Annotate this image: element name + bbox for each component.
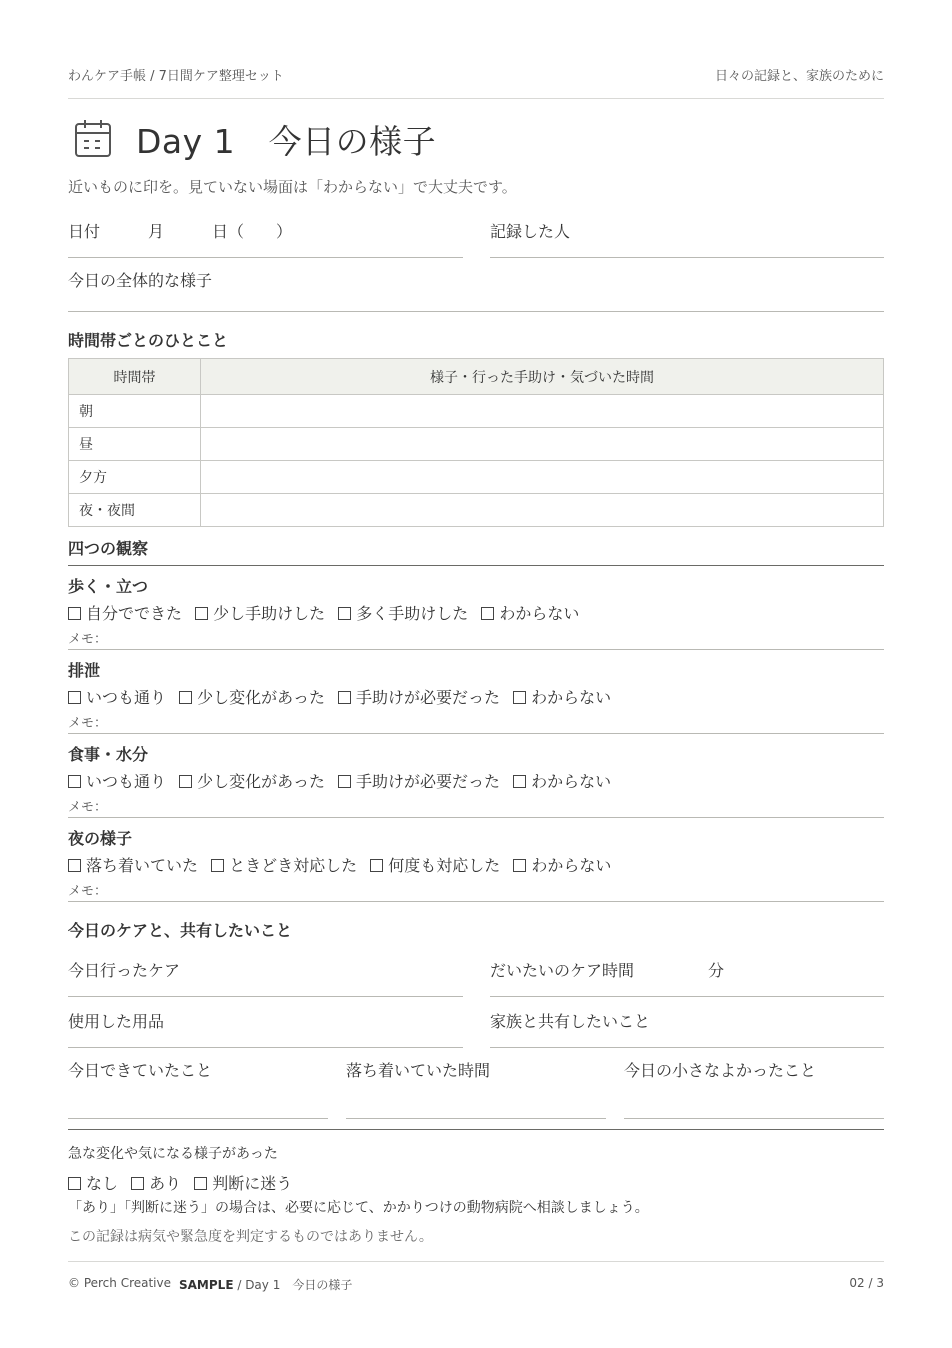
option-checkbox[interactable]: あり: [131, 1174, 181, 1193]
header-right: 日々の記録と、家族のために: [714, 69, 884, 84]
date-field-line[interactable]: [68, 257, 463, 258]
option-checkbox[interactable]: わからない: [481, 604, 579, 623]
calendar-icon: [74, 118, 112, 158]
footer-page-label: [179, 1276, 352, 1293]
table-row: [69, 494, 884, 527]
page-title: Day 1 今日の様子: [136, 122, 437, 161]
observations-divider: [68, 565, 884, 566]
observation-title: 夜の様子: [68, 829, 133, 848]
table-row: [69, 395, 884, 428]
care-time-unit: 分: [708, 961, 725, 980]
time-table-header-period: 時間帯: [69, 359, 201, 395]
time-row-label: 朝: [69, 395, 201, 428]
option-checkbox[interactable]: 多く手助けした: [338, 604, 468, 623]
option-checkbox[interactable]: 少し変化があった: [179, 772, 325, 791]
option-checkbox[interactable]: 少し手助けした: [195, 604, 325, 623]
option-checkbox[interactable]: 判断に迷う: [194, 1174, 292, 1193]
could-do-label: 今日できていたこと: [68, 1061, 213, 1080]
sample-label: SAMPLE: [179, 1278, 234, 1292]
care-done-line[interactable]: [68, 996, 463, 997]
option-checkbox[interactable]: いつも通り: [68, 772, 166, 791]
option-checkbox[interactable]: 何度も対応した: [370, 856, 500, 875]
memo-line[interactable]: [68, 649, 884, 650]
memo-label: メモ：: [68, 800, 108, 815]
observation-options: [68, 769, 611, 792]
footer-page-title: / Day 1 今日の様子: [233, 1278, 353, 1292]
option-checkbox[interactable]: わからない: [513, 856, 611, 875]
time-row-notes[interactable]: [201, 494, 884, 527]
share-line[interactable]: [490, 1047, 884, 1048]
memo-line[interactable]: [68, 817, 884, 818]
time-row-notes[interactable]: [201, 428, 884, 461]
memo-line[interactable]: [68, 733, 884, 734]
time-section-heading: 時間帯ごとのひとこと: [68, 331, 229, 350]
footer-divider: [68, 1261, 884, 1262]
calm-time-label: 落ち着いていた時間: [346, 1061, 491, 1080]
could-do-line[interactable]: [68, 1118, 328, 1119]
supplies-label: 使用した用品: [68, 1012, 165, 1031]
observation-options: [68, 685, 611, 708]
observation-title: 歩く・立つ: [68, 577, 149, 596]
observation-title: 排泄: [68, 661, 101, 680]
small-good-line[interactable]: [624, 1118, 884, 1119]
date-field-label: 日付 月 日（ ）: [68, 222, 293, 241]
care-done-label: 今日行ったケア: [68, 961, 181, 980]
time-row-notes[interactable]: [201, 395, 884, 428]
alert-question: 急な変化や気になる様子があった: [68, 1146, 278, 1162]
alert-options: [68, 1171, 292, 1194]
time-row-label: 昼: [69, 428, 201, 461]
header-left: わんケア手帳 / 7日間ケア整理セット: [68, 69, 284, 84]
time-row-notes[interactable]: [201, 461, 884, 494]
header-divider: [68, 98, 884, 99]
table-row: [69, 428, 884, 461]
time-table: [68, 358, 884, 527]
small-good-label: 今日の小さなよかったこと: [624, 1061, 817, 1080]
calm-time-line[interactable]: [346, 1118, 606, 1119]
option-checkbox[interactable]: 自分でできた: [68, 604, 182, 623]
memo-label: メモ：: [68, 884, 108, 899]
footer-copyright: © Perch Creative: [68, 1276, 172, 1290]
option-checkbox[interactable]: 少し変化があった: [179, 688, 325, 707]
time-row-label: 夜・夜間: [69, 494, 201, 527]
observation-title: 食事・水分: [68, 745, 149, 764]
overall-field-line[interactable]: [68, 311, 884, 312]
overall-field-label: 今日の全体的な様子: [68, 271, 213, 290]
memo-line[interactable]: [68, 901, 884, 902]
alert-advice: 「あり」「判断に迷う」の場合は、必要に応じて、かかりつけの動物病院へ相談しましょう。: [68, 1200, 649, 1216]
option-checkbox[interactable]: わからない: [513, 772, 611, 791]
care-section-heading: 今日のケアと、共有したいこと: [68, 921, 293, 940]
page-number: 02 / 3: [849, 1276, 884, 1290]
recorder-field-label: 記録した人: [490, 222, 571, 241]
observations-heading: 四つの観察: [68, 539, 149, 558]
disclaimer: この記録は病気や緊急度を判定するものではありません。: [68, 1229, 433, 1245]
care-time-line[interactable]: [490, 996, 884, 997]
option-checkbox[interactable]: いつも通り: [68, 688, 166, 707]
option-checkbox[interactable]: なし: [68, 1174, 118, 1193]
time-table-header-notes: 様子・行った手助け・気づいた時間: [201, 359, 884, 395]
option-checkbox[interactable]: 落ち着いていた: [68, 856, 198, 875]
memo-label: メモ：: [68, 716, 108, 731]
option-checkbox[interactable]: 手助けが必要だった: [338, 688, 500, 707]
page-subtitle: 近いものに印を。見ていない場面は「わからない」で大丈夫です。: [68, 178, 517, 196]
care-time-label: だいたいのケア時間: [490, 961, 635, 980]
observation-options: [68, 853, 611, 876]
option-checkbox[interactable]: ときどき対応した: [211, 856, 357, 875]
table-row: [69, 461, 884, 494]
time-row-label: 夕方: [69, 461, 201, 494]
supplies-line[interactable]: [68, 1047, 463, 1048]
recorder-field-line[interactable]: [490, 257, 884, 258]
option-checkbox[interactable]: 手助けが必要だった: [338, 772, 500, 791]
alert-divider: [68, 1129, 884, 1130]
observation-options: [68, 601, 579, 624]
memo-label: メモ：: [68, 632, 108, 647]
share-label: 家族と共有したいこと: [490, 1012, 651, 1031]
option-checkbox[interactable]: わからない: [513, 688, 611, 707]
